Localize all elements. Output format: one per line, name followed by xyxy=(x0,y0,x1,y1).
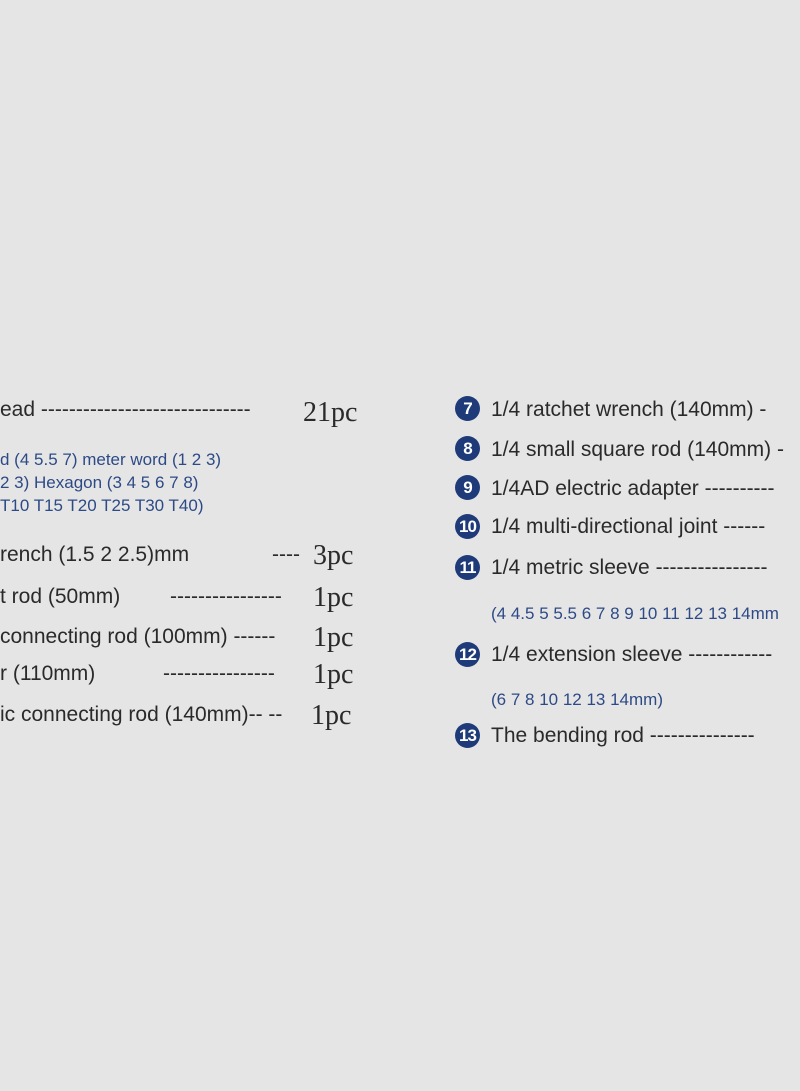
item-10-number-badge: 10 xyxy=(455,514,480,539)
left-row-2-label: rench (1.5 2 2.5)mm xyxy=(0,543,190,566)
left-row-3-qty: 1pc xyxy=(313,582,354,613)
bit-spec-line-2: 2 3) Hexagon (3 4 5 6 7 8) xyxy=(0,473,199,492)
left-row-3-dashes: ---------------- xyxy=(170,585,282,608)
left-row-2-qty: 3pc xyxy=(313,540,354,571)
left-row-2-dashes: ---- xyxy=(272,543,300,566)
item-11-text: 1/4 metric sleeve ---------------- xyxy=(491,556,768,579)
extension-sleeve-sizes: (6 7 8 10 12 13 14mm) xyxy=(491,690,663,709)
left-row-3-label: t rod (50mm) xyxy=(0,585,121,608)
item-9-text: 1/4AD electric adapter ---------- xyxy=(491,477,775,500)
left-row-6-label: ic connecting rod (140mm)-- -- xyxy=(0,703,283,726)
item-7-number-badge: 7 xyxy=(455,396,480,421)
left-row-4-label: connecting rod (100mm) ------ xyxy=(0,625,276,648)
bit-spec-line-3: T10 T15 T20 T25 T30 T40) xyxy=(0,496,204,515)
item-13-text: The bending rod --------------- xyxy=(491,724,755,747)
left-row-6-qty: 1pc xyxy=(311,700,352,731)
item-9-number-badge: 9 xyxy=(455,475,480,500)
left-row-5-dashes: ---------------- xyxy=(163,662,275,685)
left-row-1-qty: 21pc xyxy=(303,397,358,428)
left-row-1-label: ead ------------------------------ xyxy=(0,398,251,421)
left-row-1 xyxy=(0,398,251,422)
item-7-text: 1/4 ratchet wrench (140mm) - xyxy=(491,398,767,421)
item-12-text: 1/4 extension sleeve ------------ xyxy=(491,643,773,666)
bit-spec-line-1: d (4 5.5 7) meter word (1 2 3) xyxy=(0,450,222,469)
left-row-4-qty: 1pc xyxy=(313,622,354,653)
left-row-5-label: r (110mm) xyxy=(0,662,96,685)
item-10-text: 1/4 multi-directional joint ------ xyxy=(491,515,766,538)
item-8-number-badge: 8 xyxy=(455,436,480,461)
metric-sleeve-sizes: (4 4.5 5 5.5 6 7 8 9 10 11 12 13 14mm xyxy=(491,604,779,623)
item-13-number-badge: 13 xyxy=(455,723,480,748)
item-8-text: 1/4 small square rod (140mm) - xyxy=(491,438,784,461)
item-12-number-badge: 12 xyxy=(455,642,480,667)
item-11-number-badge: 11 xyxy=(455,555,480,580)
left-row-5-qty: 1pc xyxy=(313,659,354,690)
